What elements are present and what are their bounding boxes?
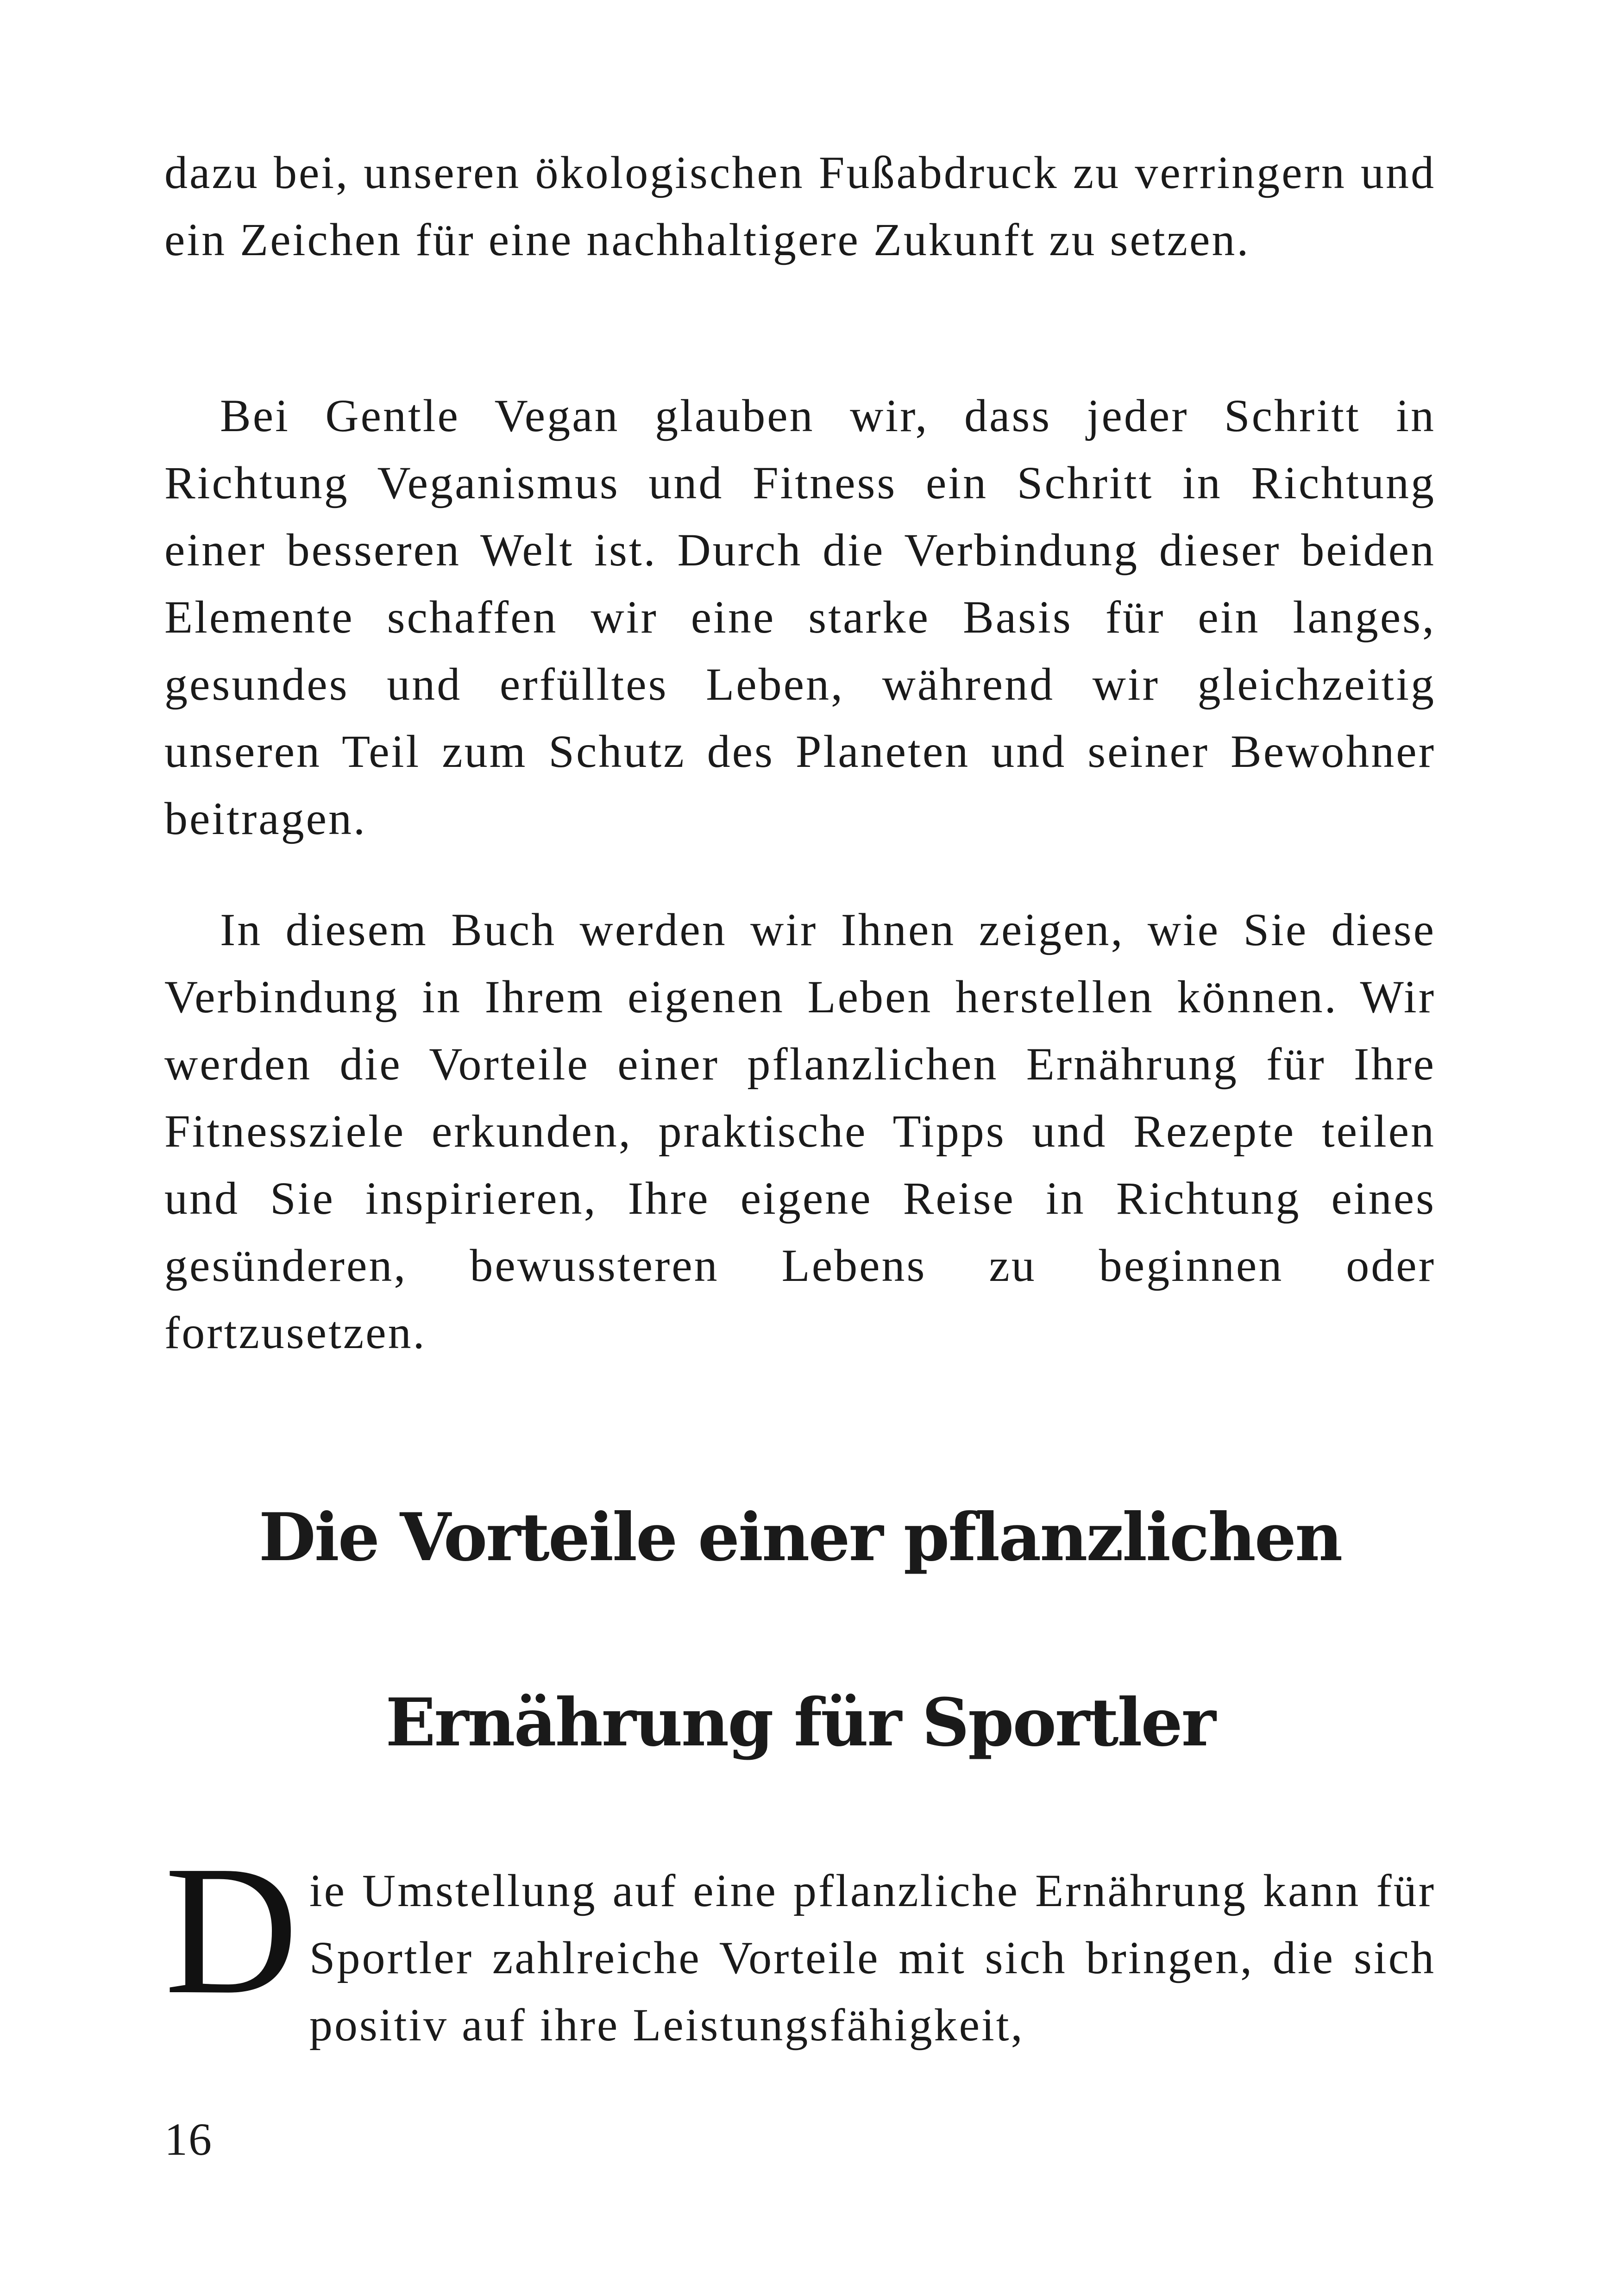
drop-cap: D bbox=[164, 1827, 300, 2033]
paragraph-2: Bei Gentle Vegan glauben wir, dass jeder Schritt in Richtung Veganismus und Fitness ein Schritt in Richtung einer besseren Welt ist. Durch die Verbindung dieser beiden Elemente schaffen wir eine starke Basis für ein langes, gesundes und erfülltes Leben, während wir gleichzeitig unseren Teil zum Schutz des Planeten und seiner Bewohner beitragen. bbox=[164, 390, 1436, 844]
section-intro-paragraph bbox=[164, 1827, 1436, 2058]
section-heading-line-1: Die Vorteile einer pflanzlichen bbox=[258, 1499, 1342, 1576]
section-heading-line-2: Ernährung für Sportler bbox=[385, 1684, 1215, 1761]
section-intro-text: ie Umstellung auf eine pflanzliche Ernährung kann für Sportler zahlreiche Vorteile mit sich bringen, die sich positiv auf ihre Leistungsfähigkeit, bbox=[309, 1865, 1436, 2051]
paragraph-1: dazu bei, unseren ökologischen Fußabdruck zu verringern und ein Zeichen für eine nachhaltigere Zukunft zu setzen. bbox=[164, 147, 1436, 265]
page-number: 16 bbox=[164, 2114, 213, 2165]
paragraph-3: In diesem Buch werden wir Ihnen zeigen, wie Sie diese Verbindung in Ihrem eigenen Leben herstellen können. Wir werden die Vorteile einer pflanzlichen Ernährung für Ihre Fitnessziele erkunden, praktische Tipps und Rezepte teilen und Sie inspirieren, Ihre eigene Reise in Richtung eines gesünderen, bewussteren Lebens zu beginnen oder fortzusetzen. bbox=[164, 904, 1436, 1358]
